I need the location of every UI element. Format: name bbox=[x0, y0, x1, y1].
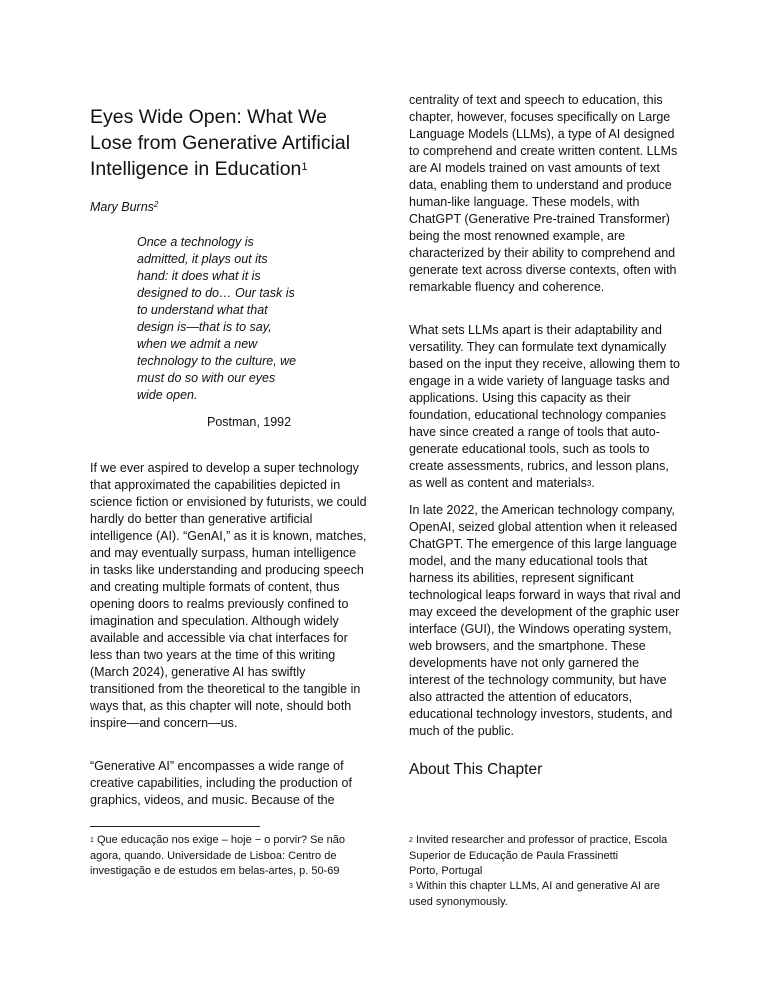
footnote-2 bbox=[409, 833, 681, 880]
right-paragraph-1: centrality of text and speech to education, this chapter, however, focuses specifically on Large Language Models (LLMs), a type of AI designed to comprehend and create written content. LLMs are AI models trained on vast amounts of text data, enabling them to understand and produce human-like language. These models, with ChatGPT (Generative Pre-trained Transformer) being the most renowned example, are characterized by their ability to comprehend and generate text across diverse contexts, often with remarkable fluency and coherence. bbox=[409, 93, 678, 294]
epigraph-attribution: Postman, 1992 bbox=[207, 415, 292, 429]
author-footnote-marker[interactable]: 2 bbox=[153, 200, 159, 209]
footnote-divider bbox=[90, 826, 260, 827]
left-paragraph-1: If we ever aspired to develop a super technology that approximated the capabilities depicted in science fiction or envisioned by futurists, we could hardly do better than generative artificial intelligence (AI). “GenAI,” as it is known, matches, and may eventually surpass, human intelligence in tasks like understanding and producing speech and creating multiple formats of content, thus opening doors to realms previously confined to imagination and speculation. Although widely available and accessible via chat interfaces for less than two years at the time of this writing (March 2024), generative AI has swiftly transitioned from the theoretical to the tangible in ways that, as this chapter will note, should both inspire—and concern—us. bbox=[90, 461, 367, 730]
chapter-title bbox=[90, 104, 370, 182]
footnote-1 bbox=[90, 833, 362, 880]
right-paragraph-3: In late 2022, the American technology company, OpenAI, seized global attention when it released ChatGPT. The emergence of this large language model, and the many educational tools that harness its abilities, represent significant technological leaps forward in ways that rival and may exceed the development of the graphic user interface (GUI), the Windows operating system, web browsers, and the smartphone. These developments have not only garnered the interest of the technology community, but have also attracted the attention of educators, educational technology investors, students, and much of the public. bbox=[409, 503, 681, 738]
author-name-text: Mary Burns bbox=[90, 200, 154, 214]
section-heading-about: About This Chapter bbox=[409, 761, 543, 778]
right-paragraph-2: What sets LLMs apart is their adaptability and versatility. They can formulate text dynamically based on the input they receive, allowing them to engage in a wide variety of language tasks and applications. Using this capacity as their foundation, educational technology companies have since created a range of tools that auto-generate educational tools, such as tools to create assessments, rubrics, and lesson plans, as well as content and materials$^3$. bbox=[409, 323, 681, 490]
footnote-2-text: Invited researcher and professor of practice, Escola Superior de Educação de Paula Frassinetti bbox=[409, 834, 668, 862]
chapter-title-text: Eyes Wide Open: What We Lose from Generative Artificial Intelligence in Education bbox=[90, 106, 351, 180]
left-paragraph-2: “Generative AI” encompasses a wide range of creative capabilities, including the production of graphics, videos, and music. Because of the bbox=[90, 759, 352, 807]
author-name bbox=[90, 200, 158, 214]
epigraph-quote: Once a technology is admitted, it plays out its hand: it does what it is designed to do… Our task is to understand what that design is—that is to say, when we admit a new technology to the culture, we must do so with our eyes wide open. bbox=[137, 235, 297, 402]
footnote-1-marker: 1 bbox=[90, 837, 94, 844]
footnote-2-location: Porto, Portugal bbox=[409, 865, 483, 877]
footnote-3-marker[interactable]: 3 bbox=[586, 479, 592, 488]
right-paragraph-2-text: What sets LLMs apart is their adaptability and versatility. They can formulate text dynamically based on the input they receive, allowing them to engage in a wide variety of language tasks and applications. Using this capacity as their foundation, educational technology companies have since created a range of tools that auto-generate educational tools, such as tools to create assessments, rubrics, and lesson plans, as well as content and materials bbox=[409, 323, 681, 490]
footnote-3-text: Within this chapter LLMs, AI and generative AI are used synonymously. bbox=[409, 880, 660, 908]
footnote-3-marker-bottom: 3 bbox=[409, 883, 413, 890]
footnote-1-text: Que educação nos exige – hoje − o porvir? Se não agora, quando. Universidade de Lisboa: Centro de investigação e de estudos em belas-artes, p. 50-69 bbox=[90, 834, 345, 877]
title-footnote-marker[interactable]: 1 bbox=[301, 161, 308, 173]
footnote-3 bbox=[409, 879, 681, 910]
footnote-2-marker: 2 bbox=[409, 837, 413, 844]
